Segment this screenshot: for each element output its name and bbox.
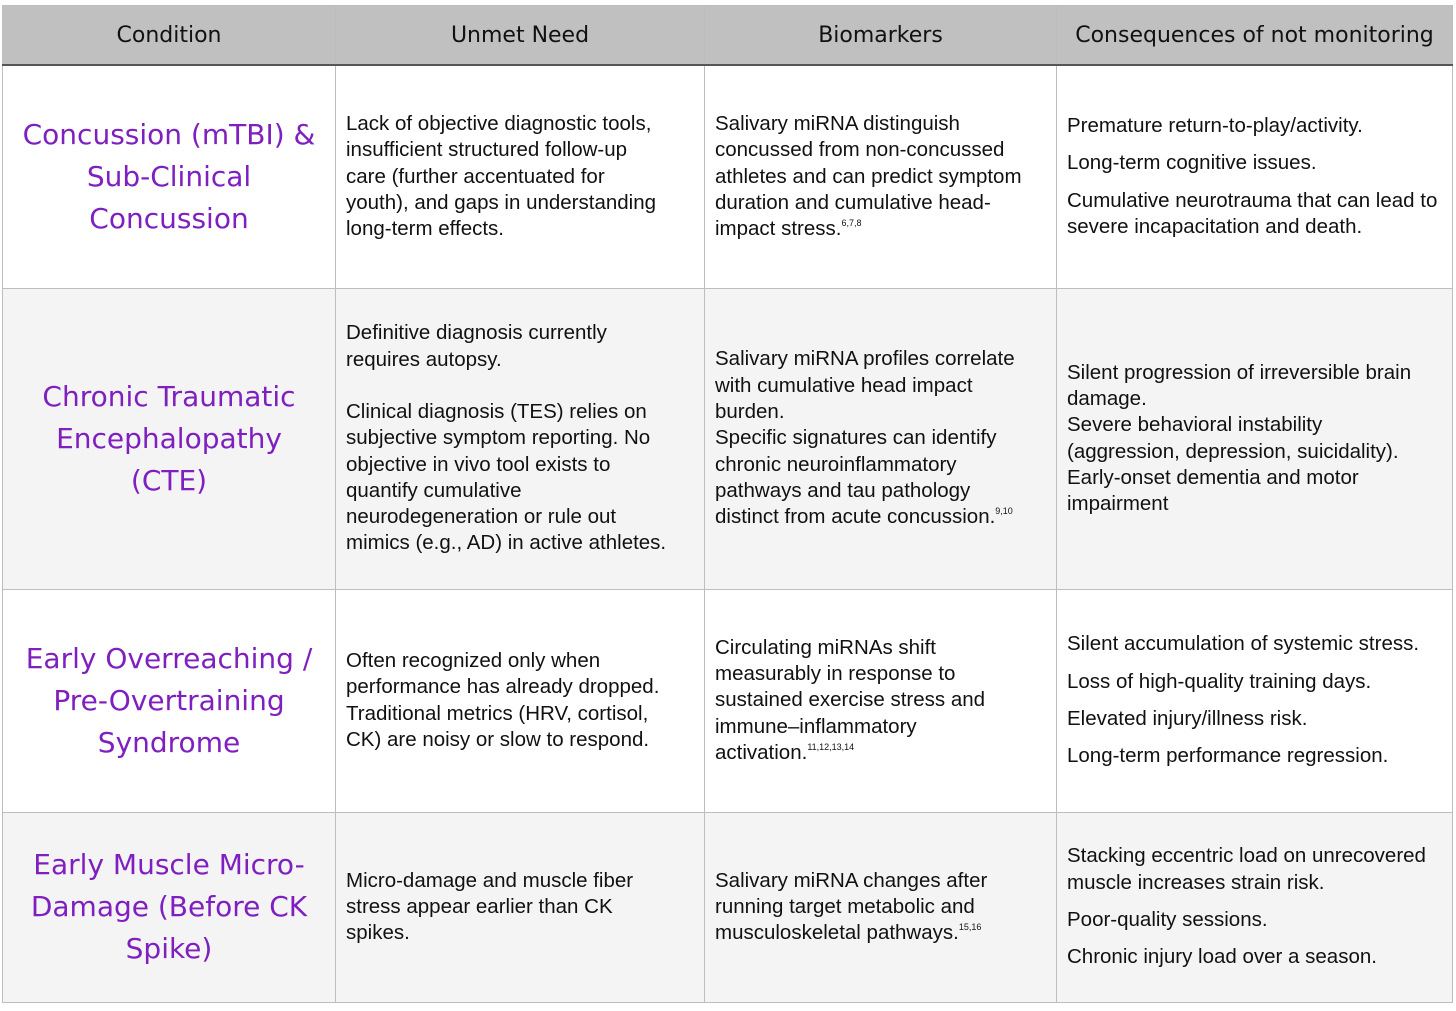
consequence-item: Chronic injury load over a season. [1067,945,1377,969]
text-line: objective in vivo tool exists to [346,452,611,476]
conditions-table [2,5,1453,1003]
condition-line: (CTE) [130,463,208,497]
consequence-item: Stacking eccentric load on unrecovered muscle increases strain risk. [1067,844,1426,894]
text-line: sustained exercise stress and [715,688,986,712]
text-line: Salivary miRNA profiles correlate [715,347,1015,371]
condition-line: Early Overreaching / [25,641,313,675]
text-line: Salivary miRNA changes after [715,868,988,892]
consequences-cell [1057,812,1453,1002]
consequence-item: Long-term cognitive issues. [1067,151,1317,175]
header-condition: Condition [3,6,336,66]
citation-refs: 6,7,8 [841,218,862,229]
unmet-need-cell [336,288,705,589]
condition-cell [3,288,336,589]
text-line: impairment [1067,492,1169,516]
citation-refs: 15,16 [958,922,982,933]
text-line: Salivary miRNA distinguish [715,112,960,135]
consequence-item: Long-term performance regression. [1067,744,1389,768]
header-unmet-need: Unmet Need [336,6,705,66]
text-line: Traditional metrics (HRV, cortisol, [346,701,649,725]
text-segment: impact stress. [715,217,842,241]
header-row [3,6,1453,66]
unmet-need-cell [336,812,705,1002]
text-line: performance has already dropped. [346,675,660,699]
citation-refs: 11,12,13,14 [807,741,855,752]
text-line: concussed from non-concussed [715,138,1005,162]
text-line: running target metabolic and [715,894,975,918]
text-line [715,504,1046,530]
text-line [715,920,1046,946]
table-row-cte [3,288,1453,589]
condition-line: Pre-Overtraining [53,683,285,717]
condition-cell [3,589,336,812]
consequence-item: Elevated injury/illness risk. [1067,707,1308,730]
condition-line: Damage (Before CK [30,890,308,923]
biomarkers-cell [705,589,1057,812]
condition-cell [3,65,336,288]
consequence-item: Poor-quality sessions. [1067,908,1268,931]
text-line: requires autopsy. [346,347,502,371]
consequences-cell [1057,288,1453,589]
condition-line: Early Muscle Micro- [33,848,305,881]
text-line: Definitive diagnosis currently [346,321,607,345]
text-line: Severe behavioral instability [1067,413,1323,437]
condition-line: Syndrome [97,725,241,759]
text-line: mimics (e.g., AD) in active athletes. [346,531,667,555]
consequence-item: Loss of high-quality training days. [1067,669,1372,693]
biomarkers-cell [705,812,1057,1002]
text-line: Micro-damage and muscle fiber [346,868,634,892]
condition-line: Concussion (mTBI) & [22,117,316,151]
text-segment: activation. [715,740,808,764]
text-line: stress appear earlier than CK [346,894,613,918]
consequence-item: Premature return-to-play/activity. [1067,114,1363,138]
paragraph [346,399,694,557]
text-line: (aggression, depression, suicidality). [1067,439,1399,463]
text-line: burden. [715,400,785,424]
text-line: Clinical diagnosis (TES) relies on [346,399,647,423]
consequence-item: Cumulative neurotrauma that can lead to severe incapacitation and death. [1067,188,1438,239]
text-line: quantify cumulative [346,478,522,502]
condition-line: Chronic Traumatic [42,379,296,413]
table-row-concussion [3,65,1453,288]
text-line: Circulating miRNAs shift [715,635,936,659]
condition-line: Sub-Clinical [86,159,252,193]
text-line: measurably in response to [715,662,956,686]
text-line: Often recognized only when [346,648,601,672]
biomarkers-cell [705,288,1057,589]
text-line: insufficient structured follow-up [346,138,628,162]
biomarkers-cell [705,65,1057,288]
text-line: damage. [1067,386,1147,410]
text-line: spikes. [346,921,410,945]
table-row-overreaching [3,589,1453,812]
condition-line: Spike) [125,932,213,965]
text-line: Lack of objective diagnostic tools, [346,112,652,135]
text-line: care (further accentuated for [346,164,605,188]
text-line: duration and cumulative head- [715,190,991,214]
text-line: athletes and can predict symptom [715,164,1022,188]
consequence-item: Silent accumulation of systemic stress. [1067,632,1420,656]
text-line: youth), and gaps in understanding [346,190,657,214]
text-segment: distinct from acute concussion. [715,505,996,529]
text-line: long-term effects. [346,217,504,241]
text-line: Specific signatures can identify [715,426,997,450]
table-row-micro-damage [3,812,1453,1002]
text-line: Early-onset dementia and motor [1067,465,1359,489]
header-consequences: Consequences of not monitoring [1057,6,1453,66]
consequences-cell [1057,65,1453,288]
text-line: immune–inflammatory [715,714,917,738]
text-line [715,216,1046,242]
condition-line: Encephalopathy [56,421,282,455]
text-line: neurodegeneration or rule out [346,505,617,529]
text-line: with cumulative head impact [715,373,973,397]
text-line: pathways and tau pathology [715,478,971,502]
paragraph [346,320,694,373]
citation-refs: 9,10 [995,506,1013,517]
text-line: Silent progression of irreversible brain [1067,360,1412,384]
text-line: chronic neuroinflammatory [715,452,957,476]
text-segment: musculoskeletal pathways. [715,921,959,945]
text-line: CK) are noisy or slow to respond. [346,727,650,751]
consequences-cell [1057,589,1453,812]
text-line: subjective symptom reporting. No [346,426,651,450]
unmet-need-cell [336,589,705,812]
text-line [715,740,1046,766]
unmet-need-cell [336,65,705,288]
header-biomarkers: Biomarkers [705,6,1057,66]
condition-line: Concussion [89,201,249,235]
condition-cell [3,812,336,1002]
